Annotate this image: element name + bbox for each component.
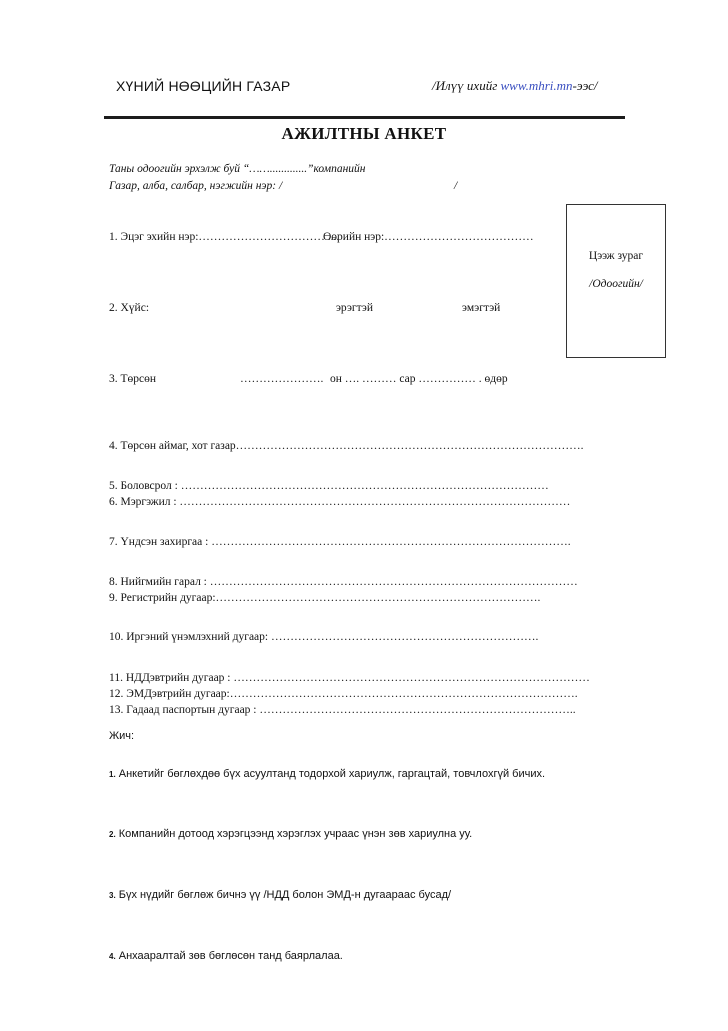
note-text: Компанийн дотоод хэрэгцээнд хэрэглэх учраас үнэн зөв хариулна уу. xyxy=(115,828,473,840)
field-passport-number[interactable]: 13. Гадаад паспортын дугаар : ……………………………………………………………………….. xyxy=(109,704,576,716)
gender-option-male[interactable]: эрэгтэй xyxy=(336,302,374,314)
field-birth-label: 3. Төрсөн xyxy=(109,373,157,385)
organization-title: ХҮНИЙ НӨӨЦИЙН ГАЗАР xyxy=(116,78,291,94)
note-number: 3. xyxy=(109,891,116,900)
photo-box[interactable] xyxy=(566,204,666,358)
note-item xyxy=(109,768,545,780)
website-note xyxy=(432,78,598,94)
note-text: Бүх нүдийг бөглөж бичнэ үү /НДД болон ЭМД-н дугаараас бусад/ xyxy=(115,889,452,901)
note-item xyxy=(109,950,343,962)
header-divider xyxy=(104,116,625,119)
field-gender-label: 2. Хүйс: xyxy=(109,302,150,314)
field-id-card-number[interactable]: 10. Иргэний үнэмлэхний дугаар: ……………………………………………………………. xyxy=(109,631,539,643)
gender-option-female[interactable]: эмэгтэй xyxy=(462,302,501,314)
note-number: 2. xyxy=(109,830,116,839)
intro-company-line: Таны одоогийн эрхэлж буй “…….............”компанийн xyxy=(109,163,366,175)
field-birthplace[interactable]: 4. Төрсөн аймаг, хот газар………………………………………………………………………………. xyxy=(109,440,584,452)
note-text: Анхааралтай зөв бөглөсөн танд баярлалаа. xyxy=(115,950,343,962)
intro-department-end: / xyxy=(454,180,458,192)
field-birth-year[interactable]: …………………. xyxy=(240,373,324,385)
field-health-insurance-number[interactable]: 12. ЭМДэвтрийн дугаар:………………………………………………………………………………. xyxy=(109,688,578,700)
note-number: 1. xyxy=(109,770,116,779)
field-education[interactable]: 5. Боловсрол : …………………………………………………………………………………… xyxy=(109,480,549,492)
note-number: 4. xyxy=(109,952,116,961)
field-social-insurance-number[interactable]: 11. НДДэвтрийн дугаар : ………………………………………………………………………………… xyxy=(109,672,590,684)
field-origin[interactable]: 7. Үндсэн захиргаа : …………………………………………………………………………………. xyxy=(109,536,571,548)
field-social-origin[interactable]: 8. Нийгмийн гарал : …………………………………………………………………………………… xyxy=(109,576,578,588)
note-text: Анкетийг бөглөхдөө бүх асуултанд тодорхой хариулж, гаргацтай, товчлохгүй бичих. xyxy=(115,768,546,780)
note-item xyxy=(109,889,451,901)
note-item xyxy=(109,828,472,840)
notes-heading: Жич: xyxy=(109,730,135,742)
website-link[interactable]: www.mhri.mn xyxy=(500,78,573,93)
field-profession[interactable]: 6. Мэргэжил : ………………………………………………………………………………………… xyxy=(109,496,571,508)
photo-sublabel: /Одоогийн/ xyxy=(589,278,643,290)
field-own-name[interactable]: Өөрийн нэр:………………………………… xyxy=(323,231,534,243)
website-note-suffix: -ээс/ xyxy=(572,78,598,93)
intro-department-line: Газар, алба, салбар, нэгжийн нэр: / xyxy=(109,180,283,192)
photo-label: Цээж зураг xyxy=(588,250,644,262)
field-registry-number[interactable]: 9. Регистрийн дугаар:…………………………………………………………………………. xyxy=(109,592,541,604)
field-father-name[interactable]: 1. Эцэг эхийн нэр:…………………………… .... xyxy=(109,231,340,243)
field-birth-date[interactable]: он …. ……… сар …………… . өдөр xyxy=(330,373,508,385)
website-note-prefix: /Илүү ихийг xyxy=(432,78,501,93)
form-title: АЖИЛТНЫ АНКЕТ xyxy=(281,124,447,143)
